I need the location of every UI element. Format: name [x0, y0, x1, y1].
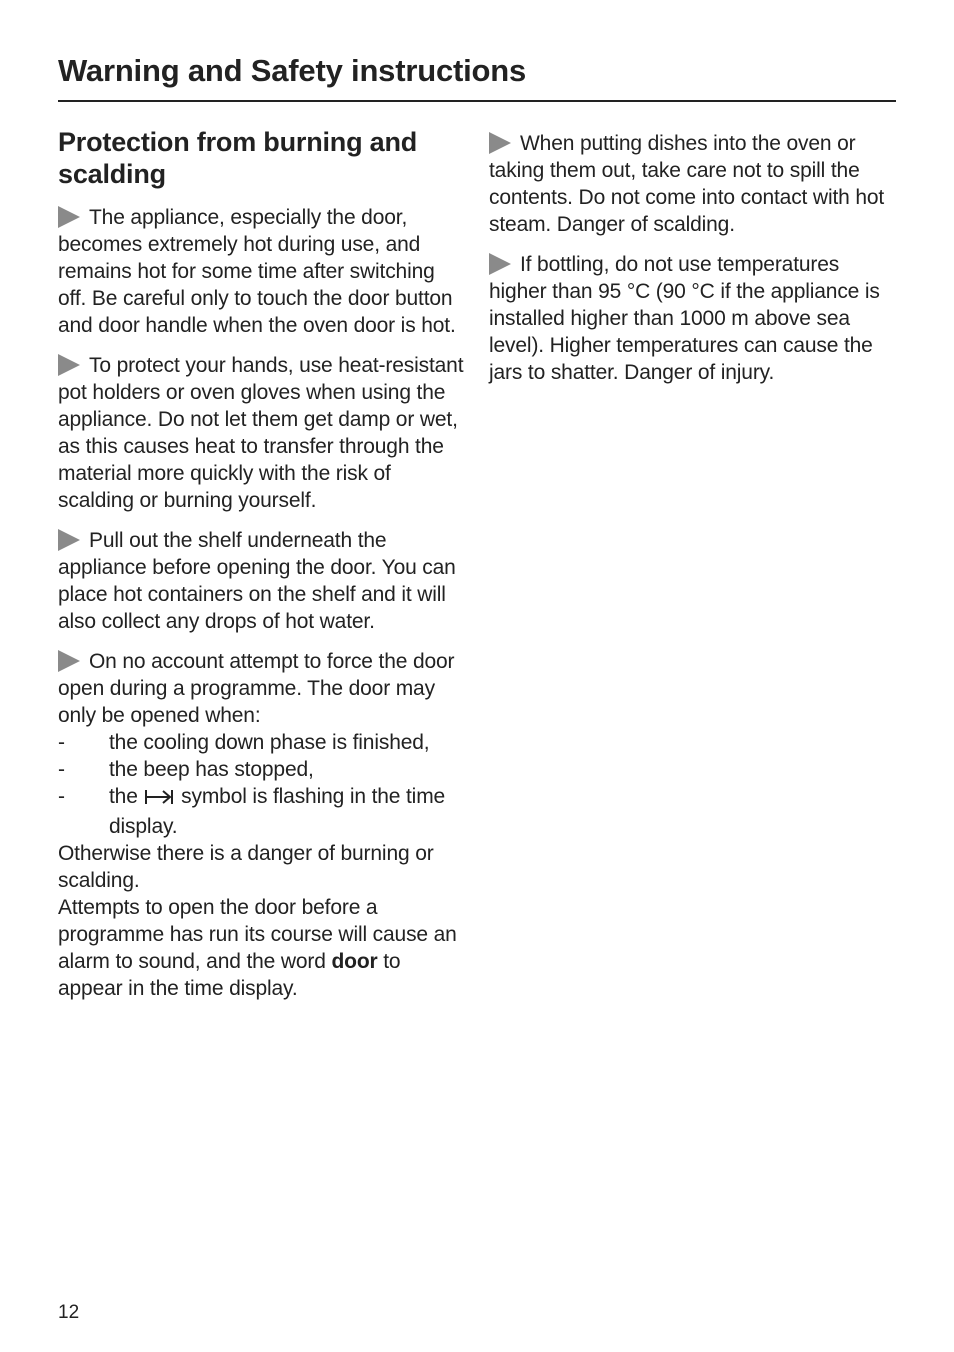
right-column [489, 130, 899, 399]
danger-note: Otherwise there is a danger of burning or scalding. [58, 842, 434, 892]
triangle-bullet-icon [489, 132, 511, 154]
door-open-conditions-list [58, 729, 468, 840]
warning-paragraph-shelf: Pull out the shelf underneath the appliance before opening the door. You can place hot containers on the shelf and it will also collect any drops of hot water. [58, 529, 456, 633]
warning-paragraph-spill: When putting dishes into the oven or taking them out, take care not to spill the contents. Do not come into contact with hot steam. Danger of scalding. [489, 132, 885, 236]
triangle-bullet-icon [58, 650, 80, 672]
warning-paragraph-pot-holders: To protect your hands, use heat-resistant pot holders or oven gloves when using the appliance. Do not let them get damp or wet, as this causes heat to transfer through the material more quickly with the risk of scalding or burning yourself. [58, 354, 464, 512]
section-heading: Protection from burning and scalding [58, 127, 418, 189]
page-title: Warning and Safety instructions [58, 53, 527, 88]
page-number: 12 [58, 1302, 80, 1323]
alarm-note: Attempts to open the door before a programme has run its course will cause an alarm to sound, and the word door to appear in the time display. [58, 896, 457, 1000]
triangle-bullet-icon [58, 354, 80, 376]
list-item: - the beep has stopped, [58, 758, 314, 781]
door-open-arrow-icon [144, 786, 174, 813]
title-rule [58, 100, 896, 102]
door-keyword: door [331, 950, 378, 973]
warning-paragraph-bottling: If bottling, do not use temperatures higher than 95 °C (90 °C if the appliance is installed higher than 1000 m above sea level). Higher temperatures can cause the jars to shatter. Danger of injury. [489, 253, 880, 384]
list-item: - the cooling down phase is finished, [58, 731, 430, 754]
warning-paragraph-door-hot: The appliance, especially the door, becomes extremely hot during use, and remains hot for some time after switching off. Be careful only to touch the door button and door handle when the oven door is hot. [58, 206, 456, 337]
left-column [58, 126, 468, 1015]
triangle-bullet-icon [58, 529, 80, 551]
warning-paragraph-force-door: On no account attempt to force the door open during a programme. The door may only be opened when: - the cooling down phase is finished, - the beep has stopped, - the symbol is flashing in the time display. Otherwise there is a danger of burning or scalding. Attempts to open the door before a programme has run its course will cause an alarm to sound, and the word door to appear in the time display. [58, 648, 468, 1002]
triangle-bullet-icon [58, 206, 80, 228]
triangle-bullet-icon [489, 253, 511, 275]
list-item: - the symbol is flashing in the time display. [58, 785, 446, 838]
